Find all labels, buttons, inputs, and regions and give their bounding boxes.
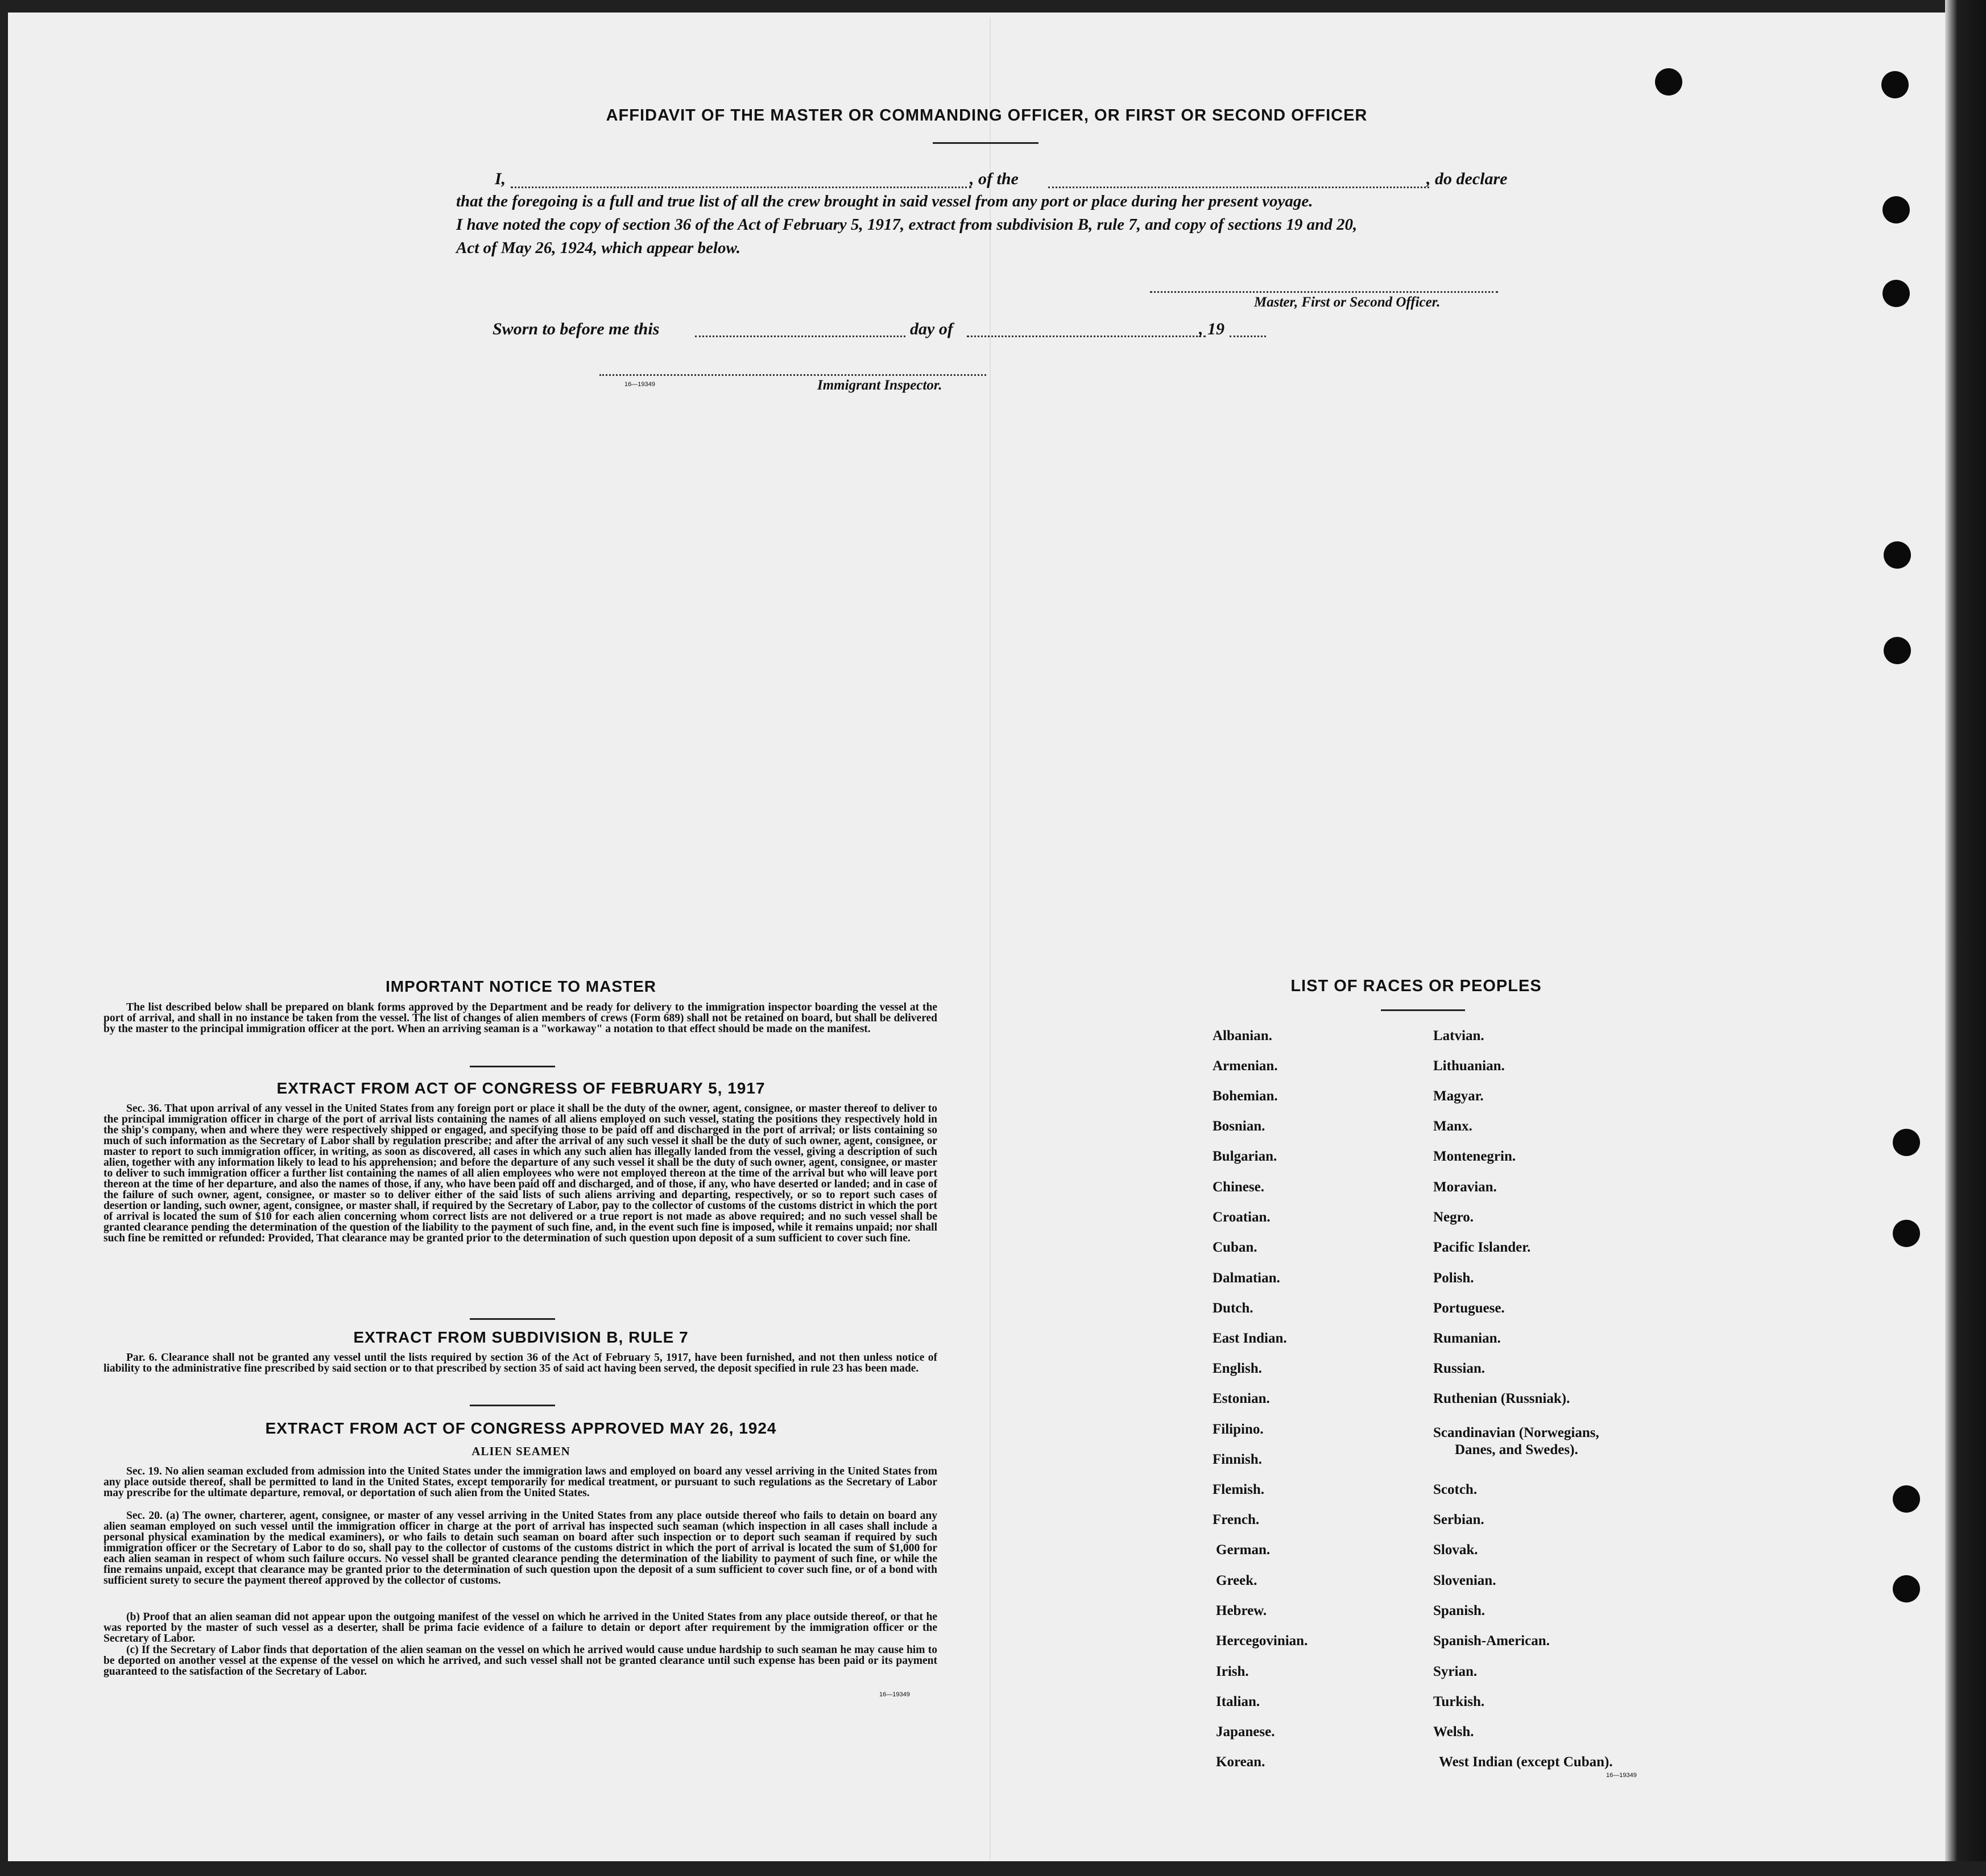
scan-edge-bottom (0, 1861, 1986, 1876)
alien-seamen-subtitle: ALIEN SEAMEN (471, 1444, 570, 1458)
race-item: Rumanian. (1433, 1331, 1501, 1346)
master-signature-label: Master, First or Second Officer. (1254, 295, 1441, 310)
punch-hole (1882, 196, 1910, 223)
day-of-label: day of (910, 320, 953, 338)
inspector-signature-field[interactable] (599, 374, 986, 376)
sec20c-text: (c) If the Secretary of Labor finds that deportation of the alien seaman on the vessel on which he arrived would cause undue hardship to such seaman he may cause him to be deported on another vessel at the expense of the vessel on which he arrived, and such vessel shall not be granted clearance until such expense has been paid or its payment guaranteed to the satisfaction of the Secretary of Labor. (104, 1644, 937, 1678)
race-item: Portuguese. (1433, 1301, 1505, 1316)
scan-edge-right (1945, 0, 1986, 1876)
affidavit-do-declare: , do declare (1426, 169, 1508, 188)
race-item: Finnish. (1213, 1452, 1262, 1467)
race-item: Dutch. (1213, 1301, 1253, 1316)
master-signature-field[interactable] (1150, 291, 1498, 293)
title-underline (933, 142, 1038, 144)
race-item: Irish. (1216, 1664, 1249, 1679)
race-item: Syrian. (1433, 1664, 1478, 1679)
race-item: East Indian. (1213, 1331, 1287, 1346)
notice-title: IMPORTANT NOTICE TO MASTER (385, 978, 657, 995)
race-item: Greek. (1216, 1573, 1257, 1588)
extract-1917-text: Sec. 36. That upon arrival of any vessel in the United States from any foreign port or place it shall be the duty of the owner, agent, consignee, or master thereof to deliver to the principal immigration officer in charge of the port of arrival lists containing the names of all aliens employed on such vessel, stating the positions they respectively hold in the ship's company, when and where they were respectively shipped or engaged, and specifying those to be paid off and discharged in the port of arrival; or lists containing so much of such information as the Secretary of Labor shall by regulation prescribe; and after the arrival of any such vessel it shall be the duty of such owner, agent, consignee, or master to report to such immigration officer, in writing, as soon as discovered, all cases in which any such alien has illegally landed from the vessel, giving a description of such alien, together with any information likely to lead to his apprehension; and before the departure of any such vessel it shall be the duty of such owner, agent, consignee, or master to deliver to such immigration officer a further list containing the names of all alien employees who were not employed thereon at the time of the arrival but who will leave port thereon at the time of her departure, and also the names of those, if any, who have been paid off and discharged, and of those, if any, who have deserted or landed; and in case of the failure of such owner, agent, consignee, or master so to deliver either of the said lists of such aliens arriving and departing, respectively, or so to report such cases of desertion or landing, such owner, agent, consignee, or master shall, if required by the Secretary of Labor, pay to the collector of customs of the customs district in which the port of arrival is located the sum of $10 for each alien concerning whom correct lists are not delivered or a true report is not made as above required; and no such vessel shall be granted clearance pending the determination of the question of the liability to the payment of such fine, and, in the event such fine is imposed, while it remains unpaid; nor shall such fine be remitted or refunded: Provided, That clearance may be granted prior to the determination of such question upon deposit of a sum sufficient to cover such fine. (104, 1103, 937, 1244)
race-item: French. (1213, 1512, 1260, 1527)
sworn-label: Sworn to before me this (493, 320, 660, 338)
race-item: Manx. (1433, 1119, 1472, 1134)
punch-hole (1893, 1220, 1920, 1247)
affidavit-title: AFFIDAVIT OF THE MASTER OR COMMANDING OFFICER, OR FIRST OR SECOND OFFICER (606, 106, 1368, 125)
race-item: Turkish. (1433, 1694, 1485, 1709)
form-number-left: 16—19349 (879, 1691, 910, 1698)
punch-hole (1881, 71, 1909, 98)
race-item: Flemish. (1213, 1482, 1264, 1497)
punch-hole (1893, 1129, 1920, 1156)
race-item: Spanish. (1433, 1603, 1486, 1618)
punch-hole (1893, 1575, 1920, 1602)
affidavit-line-4: Act of May 26, 1924, which appear below. (456, 239, 740, 257)
races-title-underline (1381, 1009, 1465, 1011)
race-item: Slovak. (1433, 1542, 1478, 1558)
race-item: Hebrew. (1216, 1603, 1267, 1618)
race-item: Italian. (1216, 1694, 1260, 1709)
declarant-name-field[interactable] (511, 187, 971, 188)
punch-hole (1884, 541, 1911, 569)
race-item: Pacific Islander. (1433, 1240, 1531, 1255)
race-item: Latvian. (1433, 1028, 1484, 1043)
punch-hole (1655, 68, 1682, 96)
punch-hole (1882, 280, 1910, 307)
affidavit-line-3: I have noted the copy of section 36 of the Act of February 5, 1917, extract from subdivision B, rule 7, and copy of sections 19 and 20, (456, 216, 1358, 234)
sec20b-text: (b) Proof that an alien seaman did not appear upon the outgoing manifest of the vessel on which he arrived in the United States from any place outside thereof, or that he was reported by the master of such vessel as a deserter, shall be prima facie evidence of a failure to detain or deport after requirement by the immigration officer or the Secretary of Labor. (104, 1611, 937, 1645)
extract-1924-title: EXTRACT FROM ACT OF CONGRESS APPROVED MAY 26, 1924 (265, 1419, 777, 1437)
race-item: Polish. (1433, 1270, 1474, 1286)
race-item: Scotch. (1433, 1482, 1478, 1497)
vessel-name-field[interactable] (1048, 187, 1429, 188)
race-item: Filipino. (1213, 1422, 1264, 1437)
inspector-label: Immigrant Inspector. (817, 378, 942, 393)
divider (470, 1066, 555, 1067)
race-item: Albanian. (1213, 1028, 1272, 1043)
race-item: English. (1213, 1361, 1262, 1376)
sworn-year-field[interactable] (1230, 336, 1266, 337)
race-item: Lithuanian. (1433, 1058, 1505, 1074)
scan-edge-left (0, 0, 8, 1876)
race-item: Slovenian. (1433, 1573, 1496, 1588)
race-item: Montenegrin. (1433, 1149, 1516, 1164)
notice-text: The list described below shall be prepared on blank forms approved by the Department and be ready for delivery to the immigration inspector boarding the vessel at the port of arrival, and shall in no instance be taken from the vessel. The list of changes of alien members of crews (Form 689) shall not be retained on board, but shall be delivered by the master to the principal immigration officer at the port. When an arriving seaman is a "workaway" a notation to that effect should be made on the manifest. (104, 1001, 937, 1035)
race-item: West Indian (except Cuban). (1439, 1754, 1613, 1770)
extract-1917-title: EXTRACT FROM ACT OF CONGRESS OF FEBRUARY 5, 1917 (276, 1079, 766, 1097)
rule7-text: Par. 6. Clearance shall not be granted any vessel until the lists required by section 36 of the Act of February 5, 1917, have been furnished, and not then unless notice of liability to the administrative fine prescribed by said section or to that prescribed by section 35 of said act having been served, the deposit specified in rule 23 has been made. (104, 1352, 937, 1374)
race-item: Estonian. (1213, 1391, 1270, 1406)
form-number-right: 16—19349 (1606, 1772, 1637, 1779)
year-prefix-label: , 19 (1199, 320, 1224, 338)
race-item: Bohemian. (1213, 1088, 1278, 1104)
race-item: Dalmatian. (1213, 1270, 1280, 1286)
race-item: Russian. (1433, 1361, 1486, 1376)
race-item: Cuban. (1213, 1240, 1257, 1255)
punch-hole (1884, 637, 1911, 664)
race-item: Bosnian. (1213, 1119, 1265, 1134)
race-item: Moravian. (1433, 1179, 1497, 1195)
race-item: Scandinavian (Norwegians, (1433, 1425, 1599, 1440)
race-item: Ruthenian (Russniak). (1433, 1391, 1570, 1406)
race-item: Negro. (1433, 1210, 1474, 1225)
race-item: Armenian. (1213, 1058, 1278, 1074)
scan-edge-top (0, 0, 1986, 13)
race-item: Bulgarian. (1213, 1149, 1277, 1164)
race-item: Chinese. (1213, 1179, 1264, 1195)
race-item: Japanese. (1216, 1724, 1275, 1740)
affidavit-i-label: I, (495, 169, 506, 188)
race-item: Welsh. (1433, 1724, 1474, 1740)
sec19-text: Sec. 19. No alien seaman excluded from admission into the United States under the immigration laws and employed on board any vessel arriving in the United States from any place outside thereof, shall be permitted to land in the United States, except temporarily for medical treatment, or pursuant to such regulations as the Secretary of Labor may prescribe for the ultimate departure, removal, or deportation of such alien from the United States. (104, 1465, 937, 1499)
punch-hole (1893, 1485, 1920, 1513)
race-item: Danes, and Swedes). (1455, 1442, 1578, 1457)
form-number-top: 16—19349 (624, 381, 655, 388)
race-item: Spanish-American. (1433, 1633, 1550, 1649)
divider (470, 1318, 555, 1320)
race-item: Korean. (1216, 1754, 1265, 1770)
race-item: German. (1216, 1542, 1271, 1558)
sworn-month-field[interactable] (967, 336, 1206, 337)
fold-line (990, 17, 991, 1860)
race-item: Hercegovinian. (1216, 1633, 1308, 1649)
race-item: Croatian. (1213, 1210, 1271, 1225)
divider (470, 1405, 555, 1406)
race-item: Serbian. (1433, 1512, 1484, 1527)
races-title: LIST OF RACES OR PEOPLES (1290, 977, 1542, 995)
sworn-day-field[interactable] (695, 336, 905, 337)
affidavit-of-the: , of the (970, 169, 1019, 188)
affidavit-line-2: that the foregoing is a full and true list of all the crew brought in said vessel from any port or place during her present voyage. (456, 192, 1313, 210)
rule7-title: EXTRACT FROM SUBDIVISION B, RULE 7 (353, 1328, 689, 1346)
sec20a-text: Sec. 20. (a) The owner, charterer, agent, consignee, or master of any vessel arriving in the United States from any place outside thereof who fails to detain on board any alien seaman employed on such vessel until the immigration officer in charge at the port of arrival has inspected such seaman (which inspection in all cases shall include a personal physical examination by the medical examiners), or who fails to detain such seaman on board after such inspection or to deport such seaman if required by such immigration officer or the Secretary of Labor to do so, shall pay to the collector of customs of the customs district in which the port of arrival is located the sum of $1,000 for each alien seaman in respect of whom such failure occurs. No vessel shall be granted clearance pending the determination of the liability to payment of such fine, or while the fine remains unpaid, except that clearance may be granted prior to the determination of such question upon the deposit of a sum sufficient to cover such fine, or of a bond with sufficient surety to secure the payment thereof approved by the collector of customs. (104, 1510, 937, 1587)
race-item: Magyar. (1433, 1088, 1484, 1104)
